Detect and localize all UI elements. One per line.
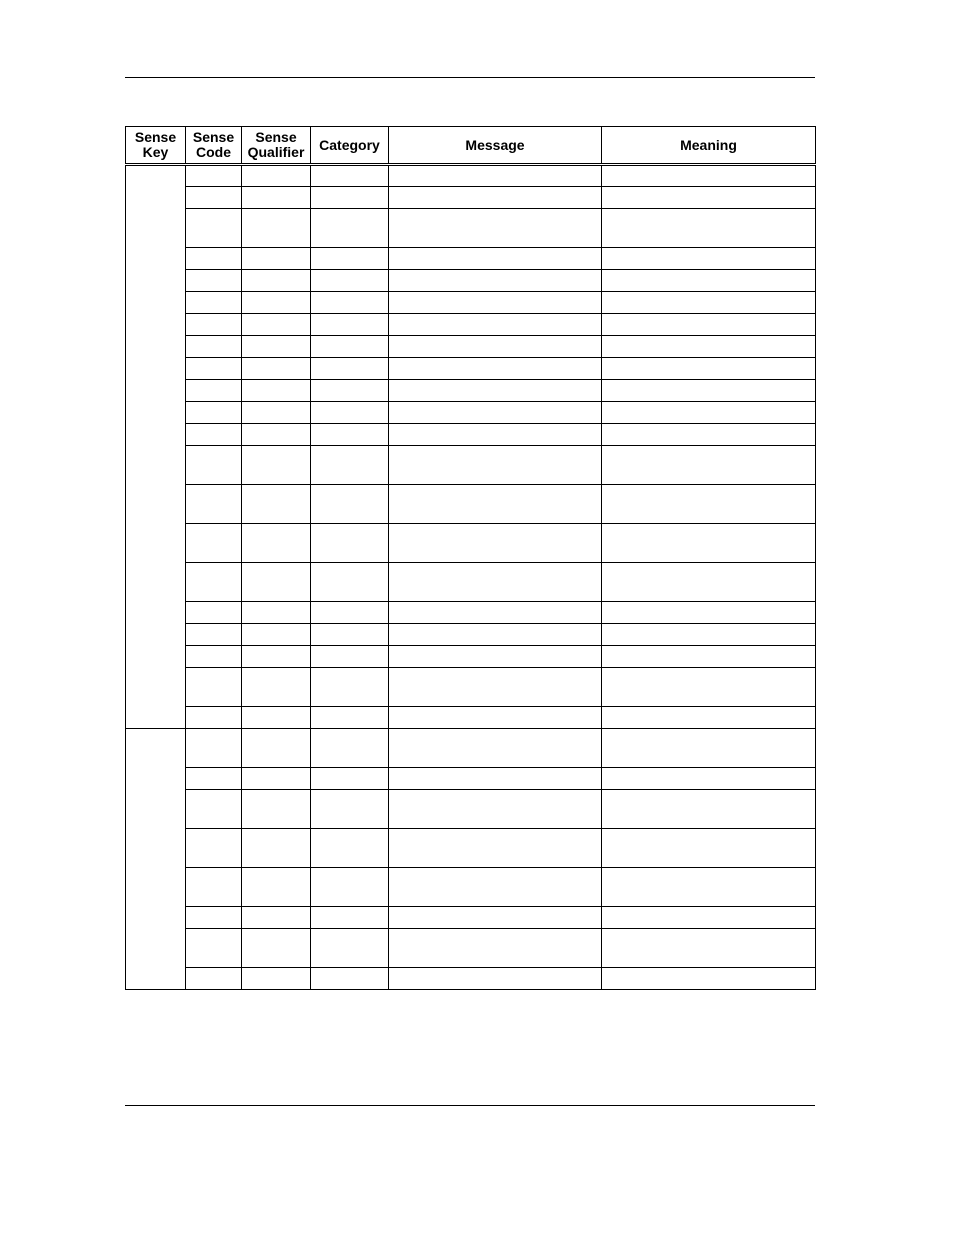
sense-code-cell — [186, 336, 242, 358]
message-cell — [389, 929, 602, 968]
sense-qualifier-cell — [242, 165, 311, 187]
meaning-cell — [602, 485, 816, 524]
message-cell — [389, 602, 602, 624]
sense-qualifier-cell — [242, 929, 311, 968]
message-cell — [389, 624, 602, 646]
table-row — [126, 968, 816, 990]
sense-code-cell — [186, 829, 242, 868]
sense-code-table — [125, 126, 816, 990]
sense-key-cell — [126, 165, 186, 729]
category-cell — [311, 707, 389, 729]
sense-code-cell — [186, 358, 242, 380]
table-row — [126, 768, 816, 790]
table-row — [126, 270, 816, 292]
table-row — [126, 668, 816, 707]
sense-code-cell — [186, 602, 242, 624]
sense-qualifier-cell — [242, 829, 311, 868]
sense-qualifier-cell — [242, 790, 311, 829]
category-cell — [311, 358, 389, 380]
meaning-cell — [602, 446, 816, 485]
meaning-cell — [602, 768, 816, 790]
header-sense-key: Sense Key — [126, 127, 186, 165]
header-meaning: Meaning — [602, 127, 816, 165]
table-row — [126, 402, 816, 424]
category-cell — [311, 424, 389, 446]
sense-code-cell — [186, 729, 242, 768]
table-row — [126, 524, 816, 563]
category-cell — [311, 314, 389, 336]
table-row — [126, 646, 816, 668]
meaning-cell — [602, 929, 816, 968]
sense-code-cell — [186, 929, 242, 968]
sense-qualifier-cell — [242, 187, 311, 209]
message-cell — [389, 270, 602, 292]
sense-qualifier-cell — [242, 248, 311, 270]
sense-code-cell — [186, 248, 242, 270]
sense-code-cell — [186, 485, 242, 524]
meaning-cell — [602, 602, 816, 624]
meaning-cell — [602, 424, 816, 446]
message-cell — [389, 729, 602, 768]
category-cell — [311, 829, 389, 868]
message-cell — [389, 524, 602, 563]
table-row — [126, 292, 816, 314]
category-cell — [311, 270, 389, 292]
category-cell — [311, 165, 389, 187]
header-sense-qualifier: Sense Qualifier — [242, 127, 311, 165]
category-cell — [311, 402, 389, 424]
table-row — [126, 424, 816, 446]
category-cell — [311, 380, 389, 402]
table-row — [126, 707, 816, 729]
sense-code-cell — [186, 424, 242, 446]
sense-qualifier-cell — [242, 402, 311, 424]
table-row — [126, 209, 816, 248]
meaning-cell — [602, 868, 816, 907]
category-cell — [311, 646, 389, 668]
message-cell — [389, 668, 602, 707]
category-cell — [311, 485, 389, 524]
message-cell — [389, 563, 602, 602]
table-row — [126, 729, 816, 768]
meaning-cell — [602, 270, 816, 292]
category-cell — [311, 446, 389, 485]
table-row — [126, 602, 816, 624]
message-cell — [389, 768, 602, 790]
message-cell — [389, 790, 602, 829]
sense-qualifier-cell — [242, 524, 311, 563]
sense-code-cell — [186, 790, 242, 829]
message-cell — [389, 402, 602, 424]
table-row — [126, 446, 816, 485]
sense-qualifier-cell — [242, 968, 311, 990]
meaning-cell — [602, 314, 816, 336]
category-cell — [311, 868, 389, 907]
table-row — [126, 187, 816, 209]
header-rule — [125, 77, 815, 78]
sense-qualifier-cell — [242, 380, 311, 402]
category-cell — [311, 602, 389, 624]
meaning-cell — [602, 524, 816, 563]
category-cell — [311, 790, 389, 829]
sense-code-cell — [186, 968, 242, 990]
table-row — [126, 790, 816, 829]
table-row — [126, 248, 816, 270]
table-row — [126, 314, 816, 336]
message-cell — [389, 446, 602, 485]
sense-code-cell — [186, 624, 242, 646]
table-body — [126, 165, 816, 990]
meaning-cell — [602, 336, 816, 358]
message-cell — [389, 707, 602, 729]
sense-code-cell — [186, 868, 242, 907]
message-cell — [389, 165, 602, 187]
sense-qualifier-cell — [242, 292, 311, 314]
sense-code-cell — [186, 524, 242, 563]
table-row — [126, 829, 816, 868]
sense-qualifier-cell — [242, 602, 311, 624]
meaning-cell — [602, 829, 816, 868]
message-cell — [389, 292, 602, 314]
message-cell — [389, 187, 602, 209]
message-cell — [389, 646, 602, 668]
category-cell — [311, 907, 389, 929]
sense-key-cell — [126, 729, 186, 990]
message-cell — [389, 485, 602, 524]
sense-qualifier-cell — [242, 624, 311, 646]
meaning-cell — [602, 668, 816, 707]
meaning-cell — [602, 563, 816, 602]
category-cell — [311, 968, 389, 990]
sense-qualifier-cell — [242, 209, 311, 248]
category-cell — [311, 768, 389, 790]
meaning-cell — [602, 358, 816, 380]
message-cell — [389, 868, 602, 907]
category-cell — [311, 563, 389, 602]
sense-code-cell — [186, 380, 242, 402]
message-cell — [389, 380, 602, 402]
message-cell — [389, 314, 602, 336]
sense-code-cell — [186, 563, 242, 602]
sense-qualifier-cell — [242, 336, 311, 358]
table-row — [126, 336, 816, 358]
message-cell — [389, 248, 602, 270]
table-row — [126, 624, 816, 646]
header-category: Category — [311, 127, 389, 165]
sense-code-cell — [186, 768, 242, 790]
header-message: Message — [389, 127, 602, 165]
table-row — [126, 358, 816, 380]
sense-qualifier-cell — [242, 485, 311, 524]
category-cell — [311, 248, 389, 270]
meaning-cell — [602, 729, 816, 768]
category-cell — [311, 336, 389, 358]
category-cell — [311, 524, 389, 563]
sense-code-cell — [186, 187, 242, 209]
meaning-cell — [602, 646, 816, 668]
sense-qualifier-cell — [242, 446, 311, 485]
meaning-cell — [602, 907, 816, 929]
sense-code-cell — [186, 446, 242, 485]
sense-code-cell — [186, 668, 242, 707]
sense-qualifier-cell — [242, 668, 311, 707]
message-cell — [389, 358, 602, 380]
sense-qualifier-cell — [242, 270, 311, 292]
table-header-row — [126, 127, 816, 165]
meaning-cell — [602, 968, 816, 990]
sense-qualifier-cell — [242, 358, 311, 380]
table-row — [126, 165, 816, 187]
category-cell — [311, 187, 389, 209]
message-cell — [389, 968, 602, 990]
sense-code-cell — [186, 646, 242, 668]
table-row — [126, 380, 816, 402]
sense-code-cell — [186, 707, 242, 729]
footer-rule — [125, 1105, 815, 1106]
sense-qualifier-cell — [242, 646, 311, 668]
sense-qualifier-cell — [242, 314, 311, 336]
category-cell — [311, 668, 389, 707]
message-cell — [389, 907, 602, 929]
meaning-cell — [602, 707, 816, 729]
sense-qualifier-cell — [242, 868, 311, 907]
meaning-cell — [602, 380, 816, 402]
table-row — [126, 907, 816, 929]
meaning-cell — [602, 187, 816, 209]
sense-qualifier-cell — [242, 563, 311, 602]
sense-qualifier-cell — [242, 768, 311, 790]
meaning-cell — [602, 624, 816, 646]
message-cell — [389, 829, 602, 868]
meaning-cell — [602, 209, 816, 248]
meaning-cell — [602, 165, 816, 187]
sense-qualifier-cell — [242, 707, 311, 729]
category-cell — [311, 209, 389, 248]
category-cell — [311, 292, 389, 314]
category-cell — [311, 624, 389, 646]
sense-code-cell — [186, 402, 242, 424]
sense-code-cell — [186, 165, 242, 187]
table-row — [126, 929, 816, 968]
header-sense-code: Sense Code — [186, 127, 242, 165]
message-cell — [389, 209, 602, 248]
table-row — [126, 485, 816, 524]
sense-qualifier-cell — [242, 424, 311, 446]
meaning-cell — [602, 292, 816, 314]
meaning-cell — [602, 402, 816, 424]
sense-qualifier-cell — [242, 729, 311, 768]
sense-code-cell — [186, 907, 242, 929]
sense-qualifier-cell — [242, 907, 311, 929]
meaning-cell — [602, 248, 816, 270]
message-cell — [389, 424, 602, 446]
sense-code-cell — [186, 209, 242, 248]
meaning-cell — [602, 790, 816, 829]
table-row — [126, 868, 816, 907]
category-cell — [311, 929, 389, 968]
sense-code-cell — [186, 270, 242, 292]
sense-code-cell — [186, 292, 242, 314]
sense-code-cell — [186, 314, 242, 336]
message-cell — [389, 336, 602, 358]
category-cell — [311, 729, 389, 768]
table-row — [126, 563, 816, 602]
